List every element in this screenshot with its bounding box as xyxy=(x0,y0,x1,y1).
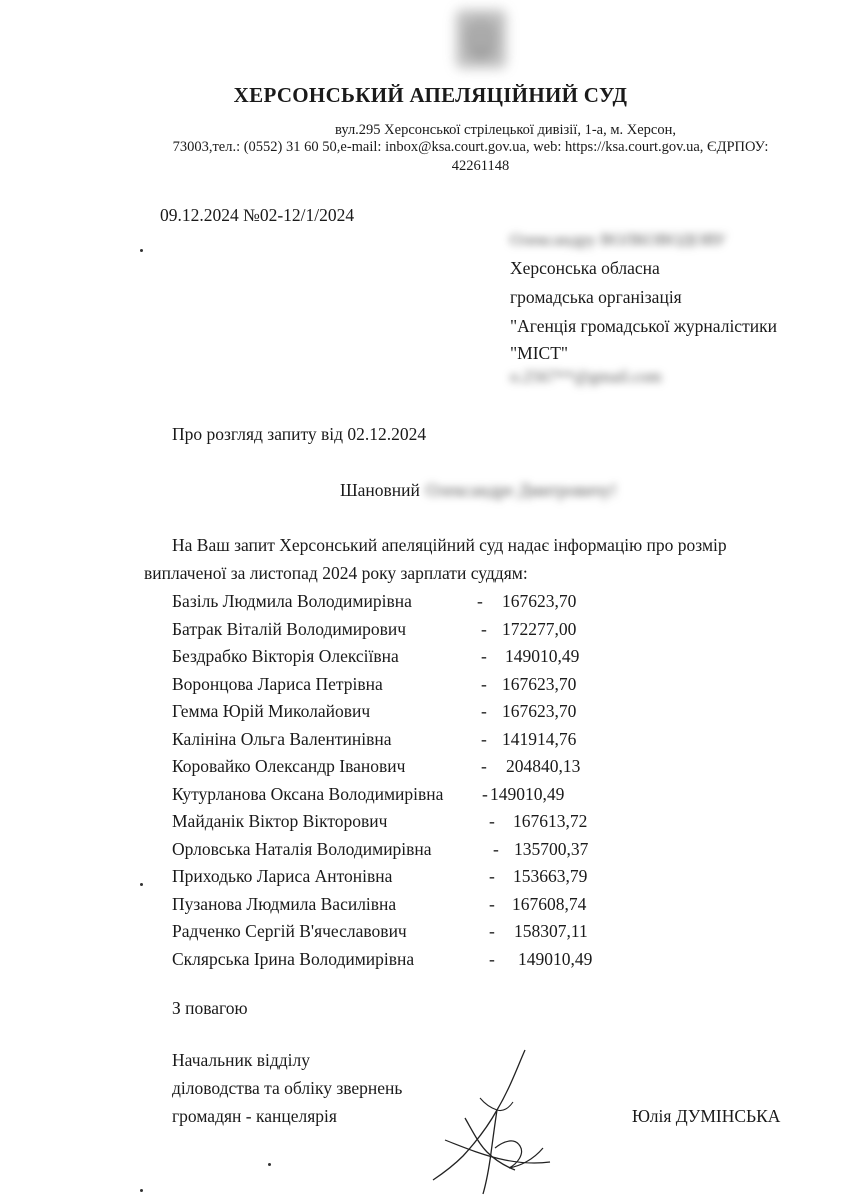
salary-separator: - xyxy=(489,811,495,831)
salary-amount: 167623,70 xyxy=(502,701,577,721)
closing-regards: З повагою xyxy=(172,998,248,1018)
salary-separator: - xyxy=(481,756,487,776)
salary-amount: 153663,79 xyxy=(513,866,588,886)
salary-amount: 149010,49 xyxy=(490,783,565,804)
salary-separator: - xyxy=(489,948,495,969)
salary-separator: - xyxy=(481,673,487,694)
judge-name: Калініна Ольга Валентинівна xyxy=(172,728,392,749)
coat-of-arms-icon xyxy=(448,6,514,72)
salary-separator: - xyxy=(489,866,495,886)
scan-speck xyxy=(140,1189,143,1192)
position-line-3: громадян - канцелярія xyxy=(172,1106,337,1126)
judge-name: Приходько Лариса Антонівна xyxy=(172,866,393,886)
scan-speck xyxy=(140,883,143,886)
recipient-line-4: "МІСТ" xyxy=(510,343,569,363)
judge-name: Майданік Віктор Вікторович xyxy=(172,811,388,831)
body-paragraph-line-1: На Ваш запит Херсонський апеляційний суд надає інформацію про розмір xyxy=(172,535,727,555)
court-name: ХЕРСОНСЬКИЙ АПЕЛЯЦІЙНИЙ СУД xyxy=(233,83,628,107)
recipient-line-2: громадська організація xyxy=(510,287,682,307)
court-address-line-1: вул.295 Херсонської стрілецької дивізії, 1-а, м. Херсон, xyxy=(334,122,676,138)
judge-name: Склярська Ірина Володимирівна xyxy=(172,948,415,969)
salary-separator: - xyxy=(481,701,487,721)
scan-speck xyxy=(140,249,143,252)
handwritten-signature-icon xyxy=(425,1048,585,1198)
salary-amount: 167608,74 xyxy=(512,893,587,914)
salary-separator: - xyxy=(489,921,495,941)
position-line-2: діловодства та обліку звернень xyxy=(172,1078,403,1098)
judge-name: Кутурланова Оксана Володимирівна xyxy=(172,783,444,804)
salary-amount: 172277,00 xyxy=(502,618,577,639)
judge-name: Батрак Віталій Володимирович xyxy=(172,618,407,639)
position-line-1: Начальник відділу xyxy=(172,1050,311,1070)
salary-amount: 167623,70 xyxy=(502,673,577,694)
letter-subject: Про розгляд запиту від 02.12.2024 xyxy=(172,424,427,444)
judge-name: Бездрабко Вікторія Олексіївна xyxy=(172,646,399,666)
recipient-email-redacted: o.2567**@gmail.com xyxy=(510,367,662,386)
salary-separator: - xyxy=(489,893,495,914)
greeting xyxy=(340,480,617,501)
salary-separator: - xyxy=(481,618,487,639)
judge-name: Пузанова Людмила Василівна xyxy=(172,893,397,914)
salary-amount: 158307,11 xyxy=(514,921,588,941)
judge-name: Радченко Сергій В'ячеславович xyxy=(172,921,407,941)
recipient-line-1: Херсонська обласна xyxy=(510,258,660,278)
greeting-salutation: Шановний xyxy=(340,480,420,500)
judge-name: Гемма Юрій Миколайович xyxy=(172,701,371,721)
salary-amount: 141914,76 xyxy=(502,728,577,749)
judge-name: Воронцова Лариса Петрівна xyxy=(172,673,383,694)
court-edrpou-code: 42261148 xyxy=(451,158,510,174)
recipient-line-3: "Агенція громадської журналістики xyxy=(510,316,777,336)
signatory-name: Юлія ДУМІНСЬКА xyxy=(632,1106,781,1126)
recipient-name-redacted: Олександру ВОЛКОВОДОВУ xyxy=(510,230,727,249)
body-paragraph-line-2: виплаченої за листопад 2024 року зарплати суддям: xyxy=(144,563,528,583)
court-address-line-2: 73003,тел.: (0552) 31 60 50,e-mail: inbox@ksa.court.gov.ua, web: https://ksa.court.gov.ua, ЄДРПОУ: xyxy=(172,139,769,155)
salary-separator: - xyxy=(477,591,483,611)
salary-amount: 149010,49 xyxy=(518,948,593,969)
scan-speck xyxy=(268,1163,271,1166)
salary-amount: 167613,72 xyxy=(513,811,588,831)
salary-amount: 167623,70 xyxy=(502,591,577,611)
greeting-name-redacted: Олександре Дмитровичу! xyxy=(425,480,617,500)
judge-name: Коровайко Олександр Іванович xyxy=(172,756,406,776)
salary-amount: 135700,37 xyxy=(514,838,589,859)
judge-name: Базіль Людмила Володимирівна xyxy=(172,591,412,611)
salary-amount: 204840,13 xyxy=(506,756,581,776)
salary-amount: 149010,49 xyxy=(505,646,580,666)
salary-separator: - xyxy=(493,838,499,859)
document-date-number: 09.12.2024 №02-12/1/2024 xyxy=(160,205,355,225)
judge-name: Орловська Наталія Володимирівна xyxy=(172,838,432,859)
salary-separator: - xyxy=(481,728,487,749)
salary-separator: - xyxy=(481,646,487,666)
salary-separator: - xyxy=(482,783,488,804)
